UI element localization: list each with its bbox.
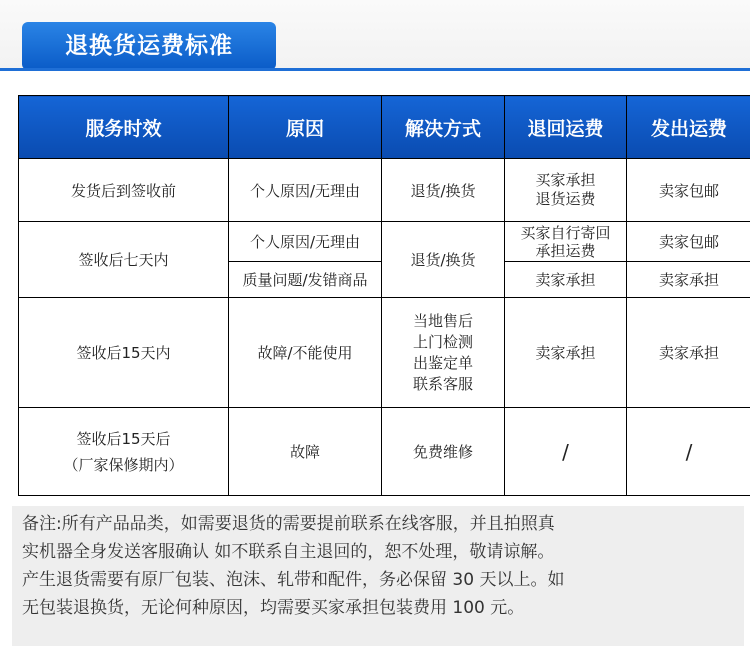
header-reason: 原因: [229, 96, 382, 159]
send-fee-cell: 卖家包邮: [627, 159, 750, 222]
reason-cell: 故障/不能使用: [229, 298, 382, 408]
solution-cell: 退货/换货: [382, 222, 505, 298]
notes-box: [12, 506, 744, 646]
return-fee-line: 承担运费: [535, 241, 596, 260]
period-cell: 签收后15天内: [19, 298, 229, 408]
table-row: [19, 298, 750, 408]
period-cell: 签收后七天内: [19, 222, 229, 298]
page-title: 退换货运费标准: [22, 22, 276, 70]
solution-cell: 退货/换货: [382, 159, 505, 222]
return-fee-cell: 卖家承担: [505, 298, 627, 408]
title-underline: [0, 68, 750, 71]
return-fee-cell: [505, 222, 627, 262]
send-fee-cell: 卖家包邮: [627, 222, 750, 262]
send-fee-cell: 卖家承担: [627, 262, 750, 298]
reason-cell: 故障: [229, 408, 382, 496]
period-line: （厂家保修期内）: [63, 455, 184, 474]
send-fee-cell: 卖家承担: [627, 298, 750, 408]
return-fee-cell: 卖家承担: [505, 262, 627, 298]
period-line: 签收后15天后: [76, 429, 171, 448]
return-fee-line: 买家自行寄回: [520, 223, 611, 242]
solution-line: 出鉴定单: [412, 353, 473, 372]
period-cell: 发货后到签收前: [19, 159, 229, 222]
solution-line: 当地售后: [412, 311, 473, 330]
fee-table: [18, 95, 750, 496]
solution-cell: 免费维修: [382, 408, 505, 496]
table-header-row: [19, 96, 750, 159]
header-solution: 解决方式: [382, 96, 505, 159]
header-return-fee: 退回运费: [505, 96, 627, 159]
note-line: 备注:所有产品品类，如需要退货的需要提前联系在线客服，并且拍照真: [22, 514, 555, 534]
table-row: [19, 222, 750, 262]
return-fee-line: 退货运费: [535, 190, 596, 208]
header-period: 服务时效: [19, 96, 229, 159]
reason-cell: 个人原因/无理由: [229, 159, 382, 222]
solution-line: 上门检测: [412, 332, 473, 351]
return-fee-cell: /: [505, 408, 627, 496]
solution-cell: [382, 298, 505, 408]
table-row: [19, 408, 750, 496]
note-line: 实机器全身发送客服确认 如不联系自主退回的，恕不处理，敬请谅解。: [22, 542, 555, 562]
return-fee-cell: [505, 159, 627, 222]
reason-cell: 个人原因/无理由: [229, 222, 382, 262]
note-line: 无包装退换货，无论何种原因，均需要买家承担包装费用 100 元。: [22, 598, 525, 618]
period-cell: [19, 408, 229, 496]
solution-line: 联系客服: [412, 374, 473, 393]
header-send-fee: 发出运费: [627, 96, 750, 159]
send-fee-cell: /: [627, 408, 750, 496]
table-row: [19, 159, 750, 222]
note-line: 产生退货需要有原厂包装、泡沫、轧带和配件，务必保留 30 天以上。如: [22, 570, 565, 590]
fee-table-container: [18, 95, 750, 497]
return-fee-line: 买家承担: [535, 171, 596, 189]
reason-cell: 质量问题/发错商品: [229, 262, 382, 298]
